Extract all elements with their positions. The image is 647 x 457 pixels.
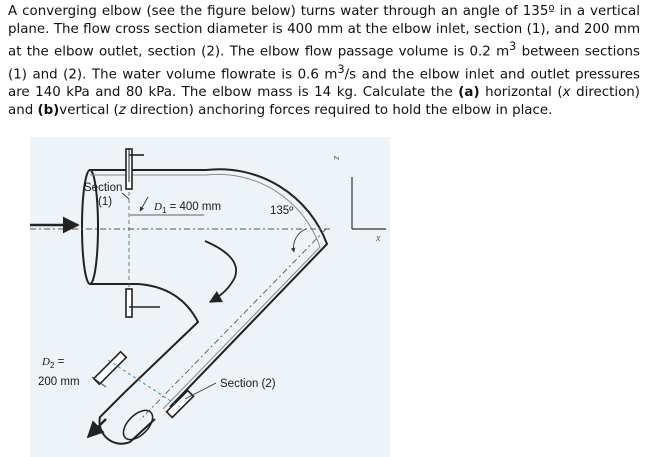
- part-a-label: (a): [458, 85, 480, 101]
- problem-text-3: /s and the elbow inlet and outlet pressures are 140 kPa and 80 kPa. The elbow mass is 14 kg. Calculate the: [8, 67, 641, 101]
- problem-text-6: vertical (: [59, 102, 119, 118]
- superscript-2: 3: [337, 63, 345, 77]
- d2-symbol: D: [42, 356, 50, 368]
- angle-label: 135º: [270, 205, 294, 217]
- d1-subscript: 1: [161, 206, 167, 215]
- z-axis-label: z: [331, 156, 342, 160]
- problem-statement: [8, 3, 640, 120]
- flange-section1-bottom: [126, 289, 132, 317]
- z-variable: z: [118, 102, 126, 118]
- d2-equals: =: [54, 356, 65, 368]
- problem-text-4: horizontal (: [479, 85, 563, 101]
- x-variable: x: [562, 85, 571, 101]
- elbow-figure: [30, 137, 390, 457]
- d1-value: = 400 mm: [166, 201, 222, 213]
- section2-label: Section (2): [220, 378, 276, 390]
- problem-text-1: A converging elbow (see the figure below) turns water through an angle of 135º in a vertical plane. The flow cross section diameter is 400 mm at the elbow inlet, section (1), and 200 mm at the elbow outlet, section (2). The elbow flow passage volume is 0.2 m: [8, 4, 640, 60]
- problem-text-2: between sections (1) and (2). The water volume flowrate is 0.6 m: [8, 44, 640, 83]
- d2-subscript: 2: [49, 361, 55, 370]
- d1-symbol: D: [154, 201, 162, 213]
- part-b-label: (b): [37, 102, 60, 118]
- section1-label-line1: Section: [84, 182, 123, 194]
- superscript-1: 3: [509, 40, 517, 54]
- section1-label-line2: (1): [98, 196, 113, 208]
- problem-text-5: direction) and: [8, 85, 641, 118]
- x-axis-label: x: [376, 233, 381, 244]
- d2-value: 200 mm: [38, 376, 80, 388]
- problem-text-7: direction) anchoring forces required to hold the elbow in place.: [125, 102, 553, 118]
